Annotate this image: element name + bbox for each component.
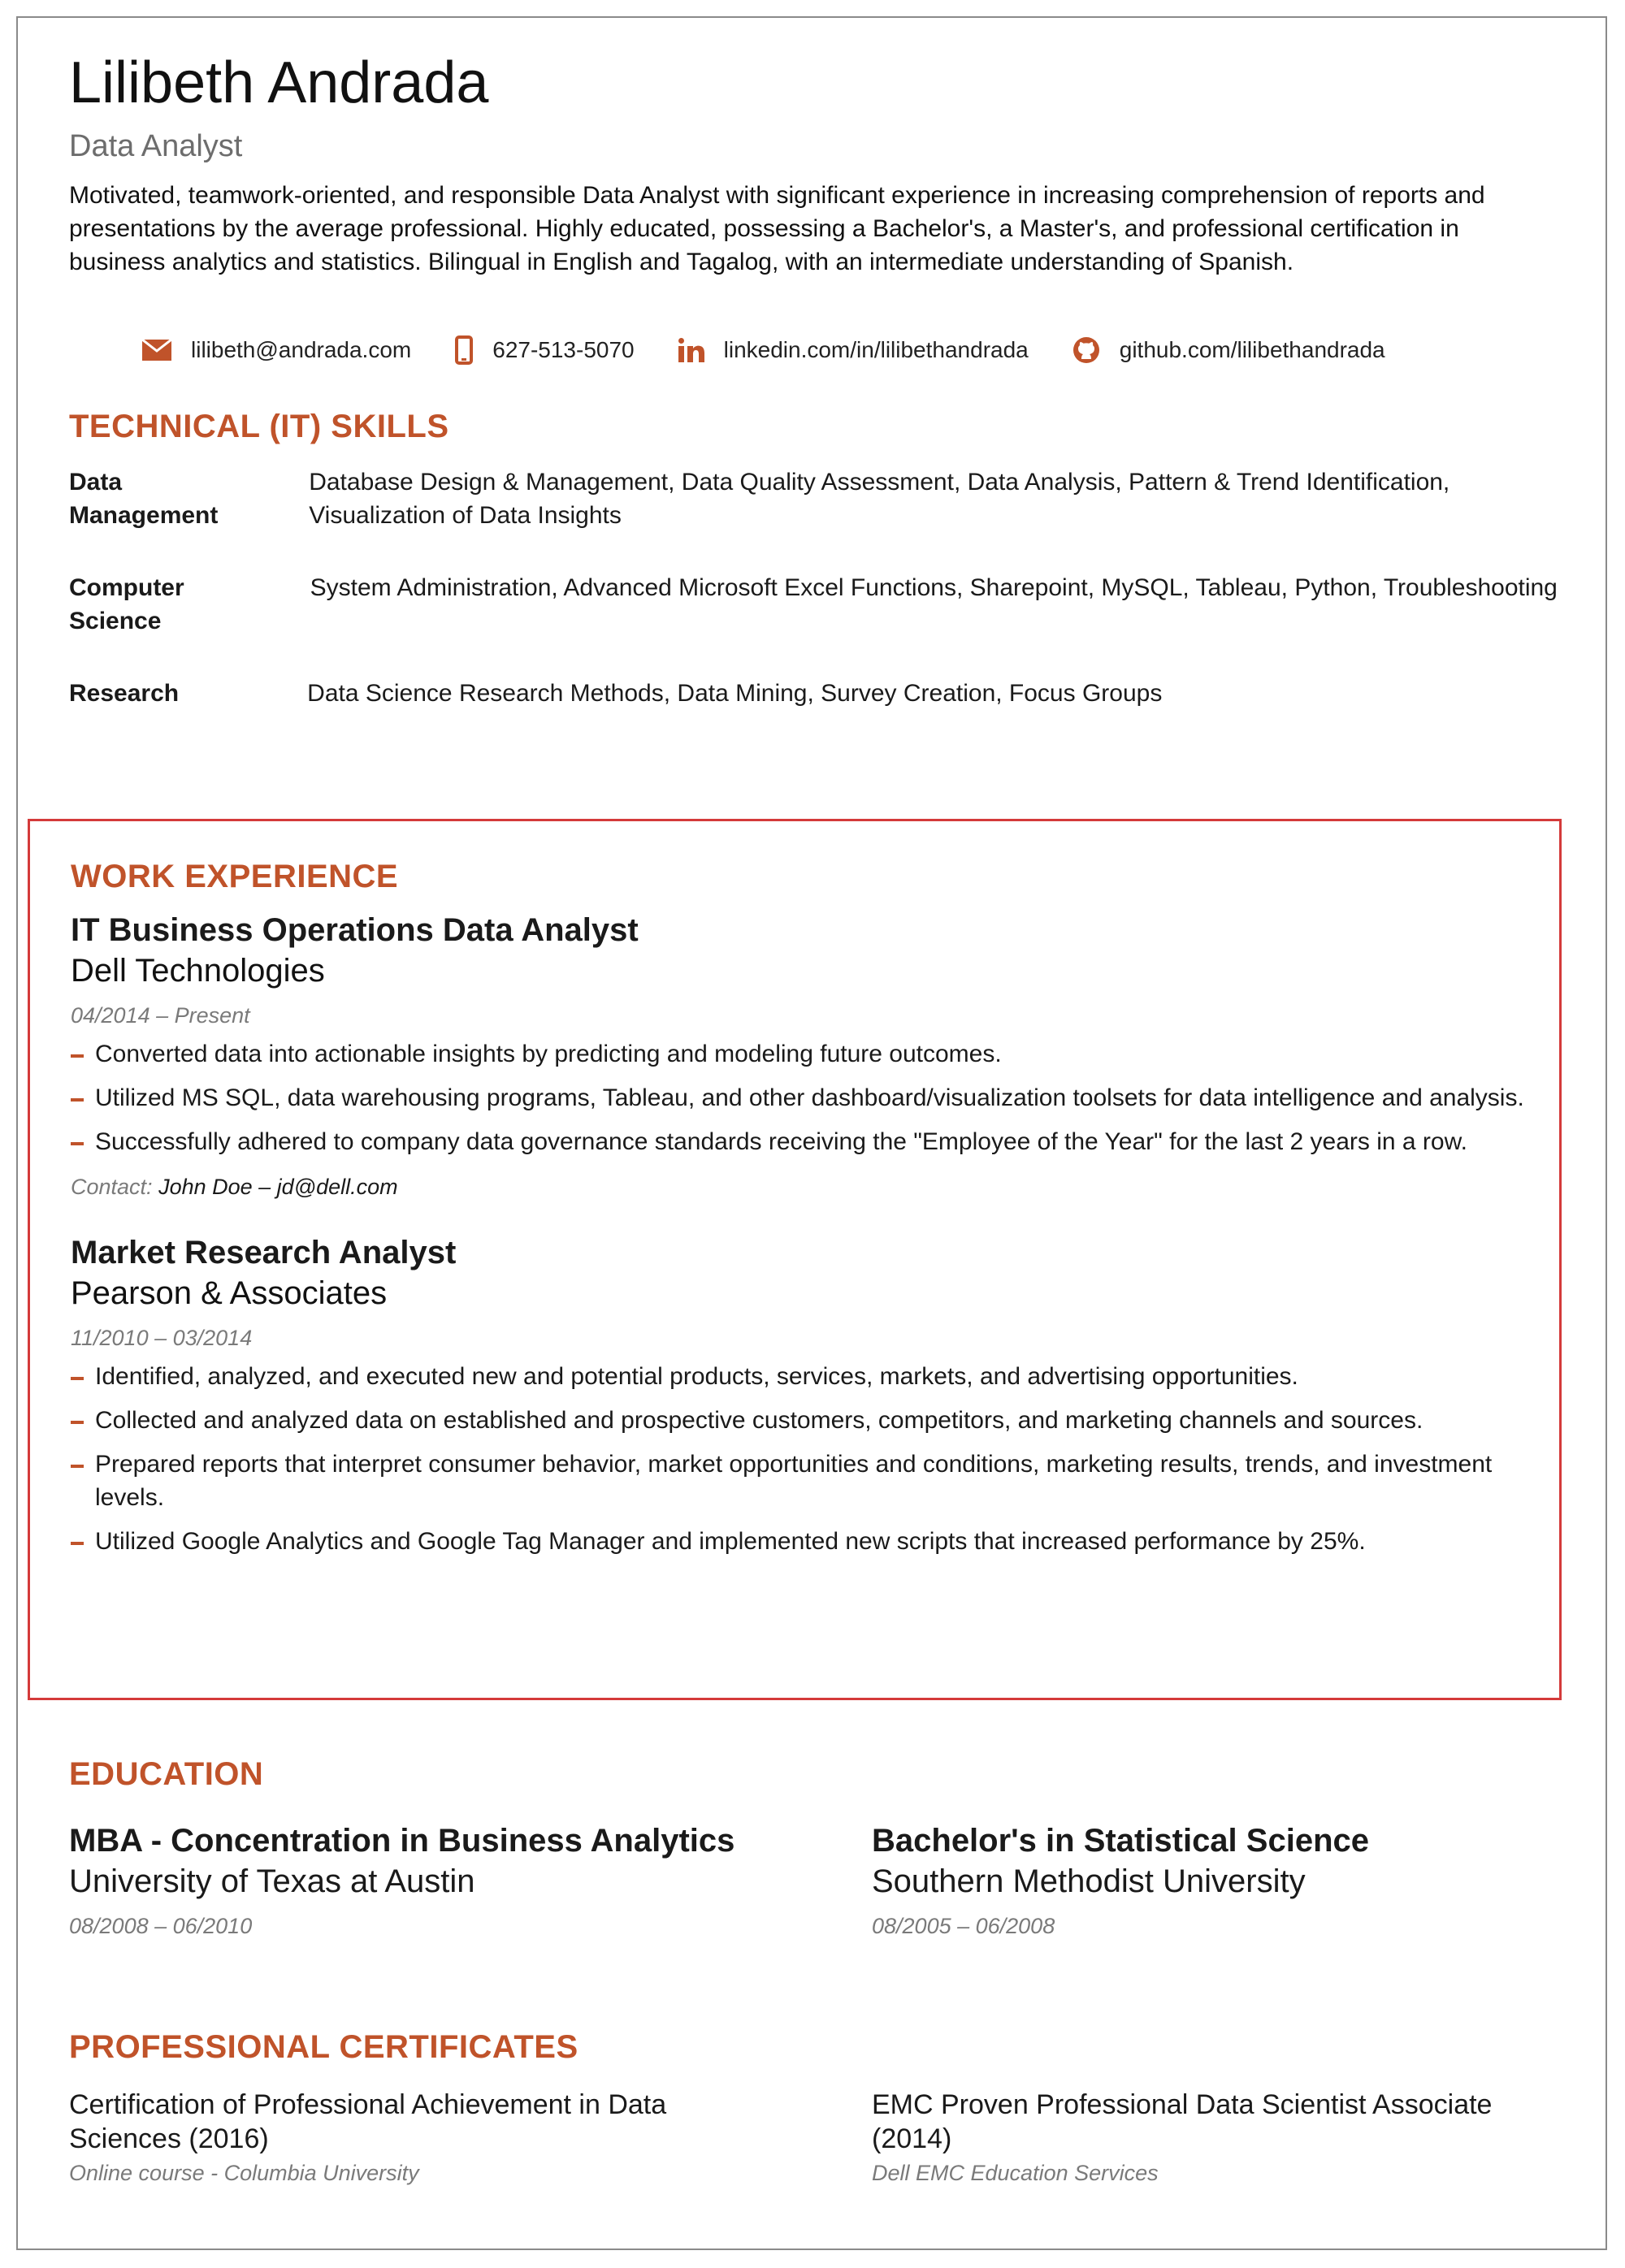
edu-dates: 08/2008 – 06/2010 xyxy=(69,1914,253,1938)
skills-section xyxy=(69,407,1580,710)
edu-degree: Bachelor's in Statistical Science xyxy=(872,1823,1369,1859)
skill-label: Research xyxy=(69,680,180,707)
job-bullet: Utilized MS SQL, data warehousing programs, Tableau, and other dashboard/visualization toolsets for data intelligence and analysis. xyxy=(71,1081,1525,1115)
candidate-name: Lilibeth Andrada xyxy=(69,50,489,115)
certificates-section xyxy=(69,2028,1580,2187)
job-entry xyxy=(71,911,1559,1201)
contact-phone-text: 627-513-5070 xyxy=(492,337,635,362)
cert-source: Online course - Columbia University xyxy=(69,2161,419,2185)
edu-degree: MBA - Concentration in Business Analytics xyxy=(69,1823,735,1859)
phone-icon xyxy=(455,335,473,365)
job-bullet: Prepared reports that interpret consumer behavior, market opportunities and conditions, marketing results, trends, and investment levels. xyxy=(71,1448,1525,1514)
skill-value: Database Design & Management, Data Quality Assessment, Data Analysis, Pattern & Trend Identification, Visualization of Data Insights xyxy=(309,469,1450,529)
job-title: IT Business Operations Data Analyst xyxy=(71,912,639,948)
job-reference xyxy=(71,1173,1559,1201)
email-icon xyxy=(142,340,171,361)
edu-school: Southern Methodist University xyxy=(872,1863,1306,1899)
job-bullet: Successfully adhered to company data governance standards receiving the "Employee of the Year" for the last 2 years in a row. xyxy=(71,1125,1525,1158)
work-experience-section xyxy=(28,819,1562,1700)
certificates-list xyxy=(69,2067,1580,2187)
job-entry xyxy=(71,1233,1559,1558)
skill-label: Computer Science xyxy=(69,574,184,634)
job-bullets xyxy=(71,1360,1525,1558)
certificate-item xyxy=(69,2067,872,2187)
job-reference-value: John Doe – jd@dell.com xyxy=(158,1175,398,1199)
contact-linkedin-text: linkedin.com/in/lilibethandrada xyxy=(723,337,1029,362)
skill-row xyxy=(69,677,1580,710)
education-item xyxy=(872,1794,1522,1940)
skill-value: System Administration, Advanced Microsoft Excel Functions, Sharepoint, MySQL, Tableau, Python, Troubleshooting xyxy=(310,574,1558,601)
job-bullet: Converted data into actionable insights by predicting and modeling future outcomes. xyxy=(71,1037,1525,1071)
skill-label: Data Management xyxy=(69,469,219,529)
summary-paragraph: Motivated, teamwork-oriented, and responsible Data Analyst with significant experience in increasing comprehension of reports and presentations by the average professional. Highly educated, possessing a Bachelor's, a Master's, and professional certification in business analytics and statistics. Bilingual in English and Tagalog, with an intermediate understanding of Spanish. xyxy=(69,182,1485,275)
skills-table xyxy=(69,465,1580,710)
job-dates: 04/2014 – Present xyxy=(71,1003,250,1028)
job-bullet: Collected and analyzed data on established and prospective customers, competitors, and marketing channels and sources. xyxy=(71,1404,1525,1437)
contact-linkedin[interactable] xyxy=(678,337,1029,363)
job-bullet: Identified, analyzed, and executed new and potential products, services, markets, and advertising opportunities. xyxy=(71,1360,1525,1393)
skill-row xyxy=(69,571,1580,638)
contact-github[interactable] xyxy=(1072,336,1385,364)
job-bullets xyxy=(71,1037,1525,1158)
contact-github-text: github.com/lilibethandrada xyxy=(1119,337,1385,362)
job-company: Dell Technologies xyxy=(71,953,325,989)
skill-row xyxy=(69,465,1580,532)
job-company: Pearson & Associates xyxy=(71,1275,388,1311)
contact-bar xyxy=(142,335,1580,365)
skills-heading: TECHNICAL (IT) SKILLS xyxy=(69,409,449,444)
job-bullet: Utilized Google Analytics and Google Tag Manager and implemented new scripts that increased performance by 25%. xyxy=(71,1525,1525,1558)
linkedin-icon xyxy=(678,338,704,362)
cert-name: EMC Proven Professional Data Scientist Associate (2014) xyxy=(872,2089,1493,2154)
certificates-heading: PROFESSIONAL CERTIFICATES xyxy=(69,2029,578,2065)
job-title: Market Research Analyst xyxy=(71,1235,457,1270)
cert-name: Certification of Professional Achievement in Data Sciences (2016) xyxy=(69,2089,667,2154)
cert-source: Dell EMC Education Services xyxy=(872,2161,1159,2185)
education-item xyxy=(69,1794,872,1940)
github-icon xyxy=(1072,336,1100,364)
job-dates: 11/2010 – 03/2014 xyxy=(71,1326,253,1350)
contact-email[interactable] xyxy=(142,337,411,363)
work-heading: WORK EXPERIENCE xyxy=(71,859,399,894)
education-list xyxy=(69,1794,1580,1940)
education-heading: EDUCATION xyxy=(69,1756,264,1792)
edu-dates: 08/2005 – 06/2008 xyxy=(872,1914,1055,1938)
resume-header xyxy=(69,49,1580,710)
edu-school: University of Texas at Austin xyxy=(69,1863,475,1899)
education-section xyxy=(69,1755,1580,1940)
contact-phone[interactable] xyxy=(455,335,634,365)
contact-email-text: lilibeth@andrada.com xyxy=(191,337,412,362)
certificate-item xyxy=(872,2067,1522,2187)
skill-value: Data Science Research Methods, Data Mining, Survey Creation, Focus Groups xyxy=(307,680,1163,707)
job-reference-label: Contact: xyxy=(71,1175,153,1199)
candidate-title: Data Analyst xyxy=(69,129,243,163)
